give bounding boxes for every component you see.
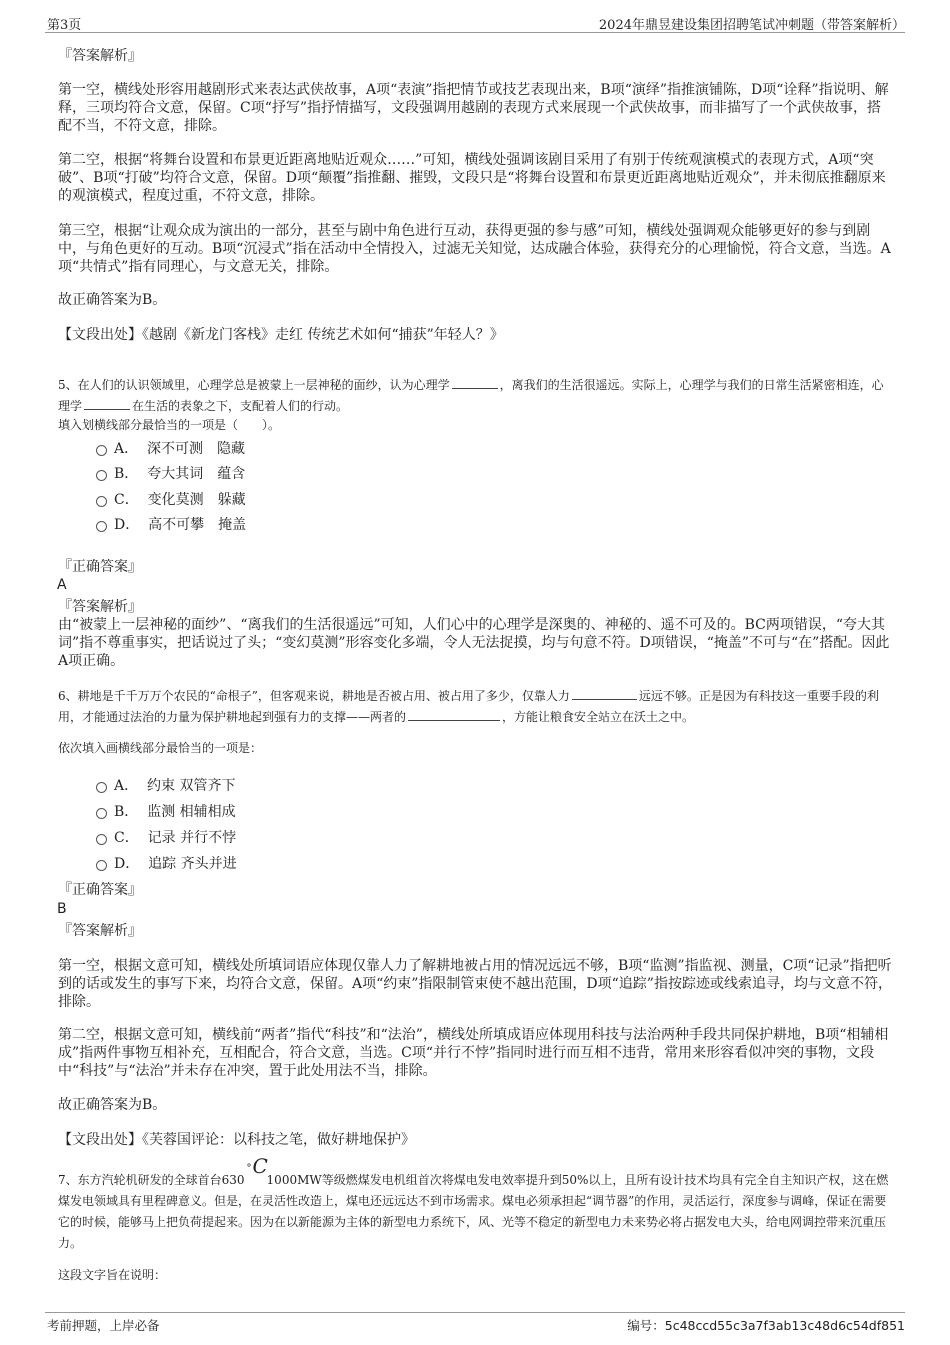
q4-analysis-para-1: 第一空，横线处形容用越剧形式来表达武侠故事，A项“表演”指把情节或技艺表现出来，B项“演绎”指推演铺陈，D项“诠释”指说明、解释，三项均符合文意，保留。C项“抒写”指抒情描写，文段强调用越剧的表现方式来展现一个武侠故事，而非描写了一个武侠故事，搭配不当，不符文意，排除。 <box>58 82 889 134</box>
radio-icon[interactable] <box>96 860 107 871</box>
blank-line <box>408 708 500 721</box>
q4-conclusion: 故正确答案为B。 <box>58 292 167 308</box>
q5-stem: 5、在人们的认识领域里，心理学总是被蒙上一层神秘的面纱，认为心理学 ，离我们的生活很遥远。实际上，心理学与我们的日常生活紧密相连，心理学 在生活的表象之下，支配着人们的行动。 <box>58 378 884 413</box>
q5-answer-label: 『正确答案』 <box>58 559 142 575</box>
radio-icon[interactable] <box>96 445 107 456</box>
q5-analysis: 由“被蒙上一层神秘的面纱”、“离我们的生活很遥远”可知，人们心中的心理学是深奥的、神秘的、遥不可及的。BC两项错误，“夸大其词”指不尊重事实，把话说过了头；“变幻莫测”形容变化多端，令人无法捉摸，均与句意不符。D项错误，“掩盖”不可与“在”搭配。因此A项正确。 <box>58 617 890 669</box>
radio-icon[interactable] <box>96 808 107 819</box>
page-header <box>45 12 905 33</box>
radio-icon[interactable] <box>96 496 107 507</box>
q4-analysis-para-3: 第三空，根据“让观众成为演出的一部分，甚至与剧中角色进行互动，获得更强的参与感”可知，横线处强调观众能够更好的参与到剧中，与角色更好的互动。B项“沉浸式”指在活动中全情投入，过滤无关知觉，达成融合体验，获得充分的心理愉悦，符合文意，当选。A项“共情式”指有同理心，与文意无关，排除。 <box>58 223 891 275</box>
q5-prompt: 填入划横线部分最恰当的一项是（ ）。 <box>58 418 281 432</box>
q6-option-b[interactable]: B． 监测 相辅相成 <box>96 803 236 821</box>
blank-line <box>84 397 130 410</box>
blank-line <box>572 687 637 700</box>
q6-stem: 6、耕地是千千万万个农民的“命根子”，但客观来说，耕地是否被占用、被占用了多少，仅靠人力 远远不够。正是因为有科技这一重要手段的利用，才能通过法治的力量为保护耕地起到强有力的支撑——两者的 ，方能让粮食安全站立在沃土之中。 <box>58 689 879 724</box>
q7-stem: 7、东方汽轮机研发的全球首台630 ° C 1000MW等级燃煤发电机组首次将煤电发电效率提升到50%以上，且所有设计技术均具有完全自主知识产权，这在燃煤发电领域具有里程碑意义。但是，在灵活性改造上，煤电还远远达不到市场需求。煤电必须承担起“调节器”的作用，灵活运行，深度参与调峰，保证在需要它的时候，能够马上把负荷提起来。因为在以新能源为主体的新型电力系统下，风、光等不稳定的新型电力未来势必将占据发电大头，给电网调控带来沉重压力。 <box>58 1154 889 1250</box>
q6-analysis-para-1: 第一空，根据文意可知，横线处所填词语应体现仅靠人力了解耕地被占用的情况远远不够，B项“监测”指监视、测量，C项“记录”指把听到的话或发生的事写下来，均符合文意，保留。A项“约束”指限制管束使不越出范围，D项“追踪”指按踪迹或线索追寻，均与文意不符，排除。 <box>58 958 892 1010</box>
q5-option-c[interactable]: C． 变化莫测 躲藏 <box>96 491 246 509</box>
q4-analysis-label: 『答案解析』 <box>58 48 142 64</box>
q5-option-a[interactable]: A． 深不可测 隐藏 <box>96 440 245 458</box>
blank-line <box>452 376 498 389</box>
q6-analysis-label: 『答案解析』 <box>58 923 142 939</box>
q6-option-a[interactable]: A． 约束 双管齐下 <box>96 777 235 795</box>
q6-answer: B <box>57 901 67 917</box>
q6-conclusion: 故正确答案为B。 <box>58 1097 167 1113</box>
q4-analysis-para-2: 第二空，根据“将舞台设置和布景更近距离地贴近观众……”可知，横线处强调该剧目采用了有别于传统观演模式的表现方式，A项“突破”、B项“打破”均符合文意，保留。D项“颠覆”指推翻、摧毁，文段只是“将舞台设置和布景更近距离地贴近观众”，并未彻底推翻原来的观演模式，程度过重，不符文意，排除。 <box>58 152 886 204</box>
footer-code: 编号：5c48ccd55c3a7f3ab13c48d6c54df851 <box>627 1318 905 1333</box>
radio-icon[interactable] <box>96 782 107 793</box>
page-footer <box>45 1312 905 1333</box>
q5-analysis-label: 『答案解析』 <box>58 599 142 615</box>
document-title: 2024年鼎昱建设集团招聘笔试冲刺题（带答案解析） <box>598 18 905 33</box>
q6-answer-label: 『正确答案』 <box>58 882 142 898</box>
radio-icon[interactable] <box>96 470 107 481</box>
q6-prompt: 依次填入画横线部分最恰当的一项是： <box>58 741 263 755</box>
q6-source: 【文段出处】《芙蓉国评论：以科技之笔，做好耕地保护》 <box>58 1132 415 1148</box>
q6-option-c[interactable]: C． 记录 并行不悖 <box>96 829 236 847</box>
page-number: 第3页 <box>47 18 82 33</box>
q7-prompt: 这段文字旨在说明： <box>58 1268 167 1282</box>
radio-icon[interactable] <box>96 834 107 845</box>
q5-answer: A <box>57 577 67 593</box>
footer-slogan: 考前押题，上岸必备 <box>47 1318 160 1333</box>
q6-option-d[interactable]: D． 追踪 齐头并进 <box>96 855 237 873</box>
q5-option-b[interactable]: B． 夸大其词 蕴含 <box>96 465 245 483</box>
q5-option-d[interactable]: D． 高不可攀 掩盖 <box>96 516 246 534</box>
degree-celsius-symbol: ° C <box>246 1154 268 1178</box>
q4-source: 【文段出处】《越剧《新龙门客栈》走红 传统艺术如何“捕获”年轻人？》 <box>58 327 504 343</box>
radio-icon[interactable] <box>96 521 107 532</box>
q6-analysis-para-2: 第二空，根据文意可知，横线前“两者”指代“科技”和“法治”，横线处所填成语应体现用科技与法治两种手段共同保护耕地，B项“相辅相成”指两件事物互相补充，互相配合，符合文意，当选。C项“并行不悖”指同时进行而互相不违背，常用来形容看似冲突的事物，文段中“科技”与“法治”并未存在冲突，置于此处用法不当，排除。 <box>58 1027 889 1079</box>
